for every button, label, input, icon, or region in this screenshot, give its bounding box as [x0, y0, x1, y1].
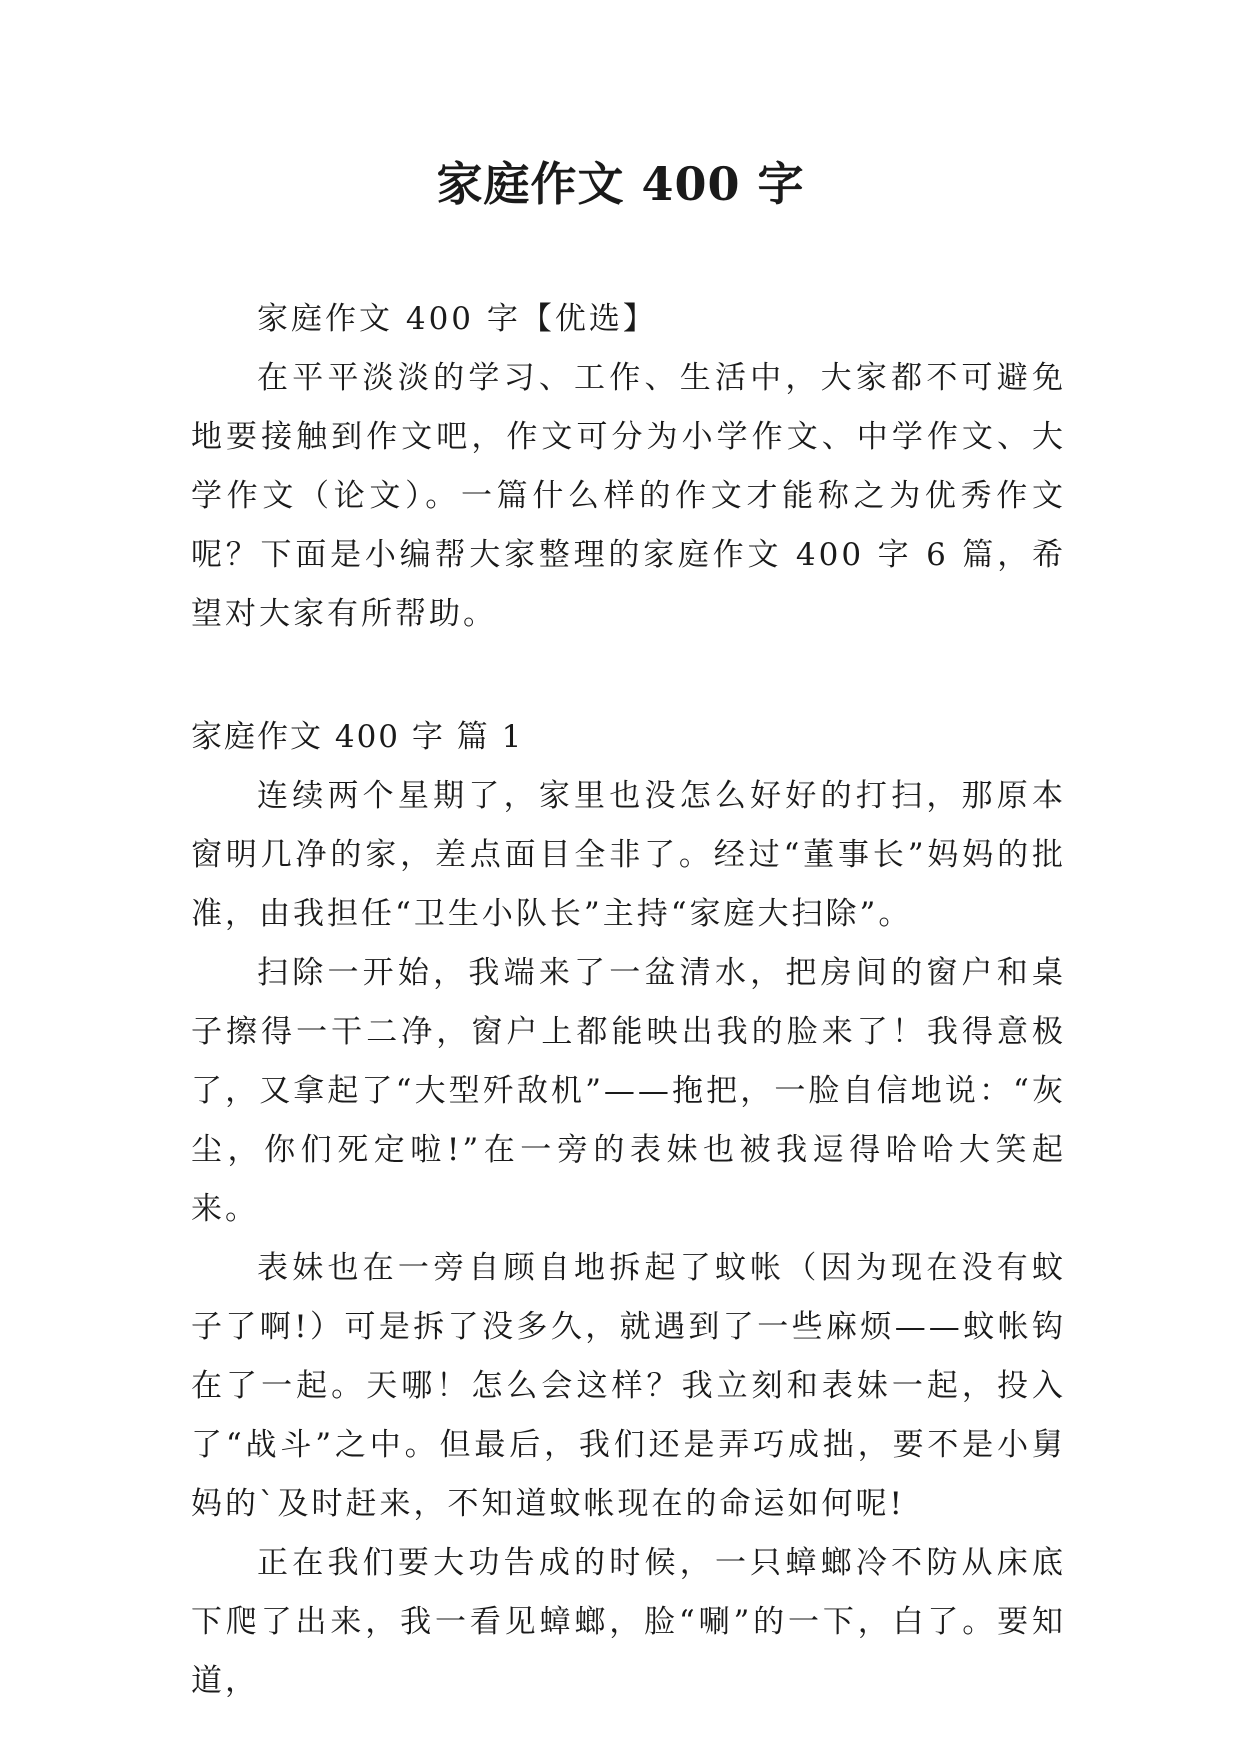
document-title: 家庭作文 400 字	[436, 157, 805, 211]
body-paragraph: 正在我们要大功告成的时候，一只蟑螂冷不防从床底下爬了出来，我一看见蟑螂，脸“唰”的一下，白了。要知道，	[191, 1545, 1066, 1699]
document-subtitle: 家庭作文 400 字【优选】	[257, 301, 657, 337]
body-paragraph: 连续两个星期了，家里也没怎么好好的打扫，那原本窗明几净的家，差点面目全非了。经过“董事长”妈妈的批准，由我担任“卫生小队长”主持“家庭大扫除”。	[191, 778, 1066, 932]
section-title: 家庭作文 400 字 篇 1	[191, 719, 524, 755]
body-paragraph: 表妹也在一旁自顾自地拆起了蚊帐（因为现在没有蚊子了啊!）可是拆了没多久，就遇到了一些麻烦——蚊帐钩在了一起。天哪！怎么会这样？我立刻和表妹一起，投入了“战斗”之中。但最后，我们还是弄巧成拙，要不是小舅妈的`及时赶来，不知道蚊帐现在的命运如何呢!	[191, 1250, 1066, 1522]
body-paragraph: 扫除一开始，我端来了一盆清水，把房间的窗户和桌子擦得一干二净，窗户上都能映出我的脸来了！我得意极了，又拿起了“大型歼敌机”——拖把，一脸自信地说：“灰尘，你们死定啦!”在一旁的表妹也被我逗得哈哈大笑起来。	[191, 955, 1066, 1227]
intro-paragraph: 在平平淡淡的学习、工作、生活中，大家都不可避免地要接触到作文吧，作文可分为小学作文、中学作文、大学作文（论文）。一篇什么样的作文才能称之为优秀作文呢？下面是小编帮大家整理的家庭作文 400 字 6 篇，希望对大家有所帮助。	[191, 360, 1066, 632]
document-body	[191, 290, 1066, 1711]
